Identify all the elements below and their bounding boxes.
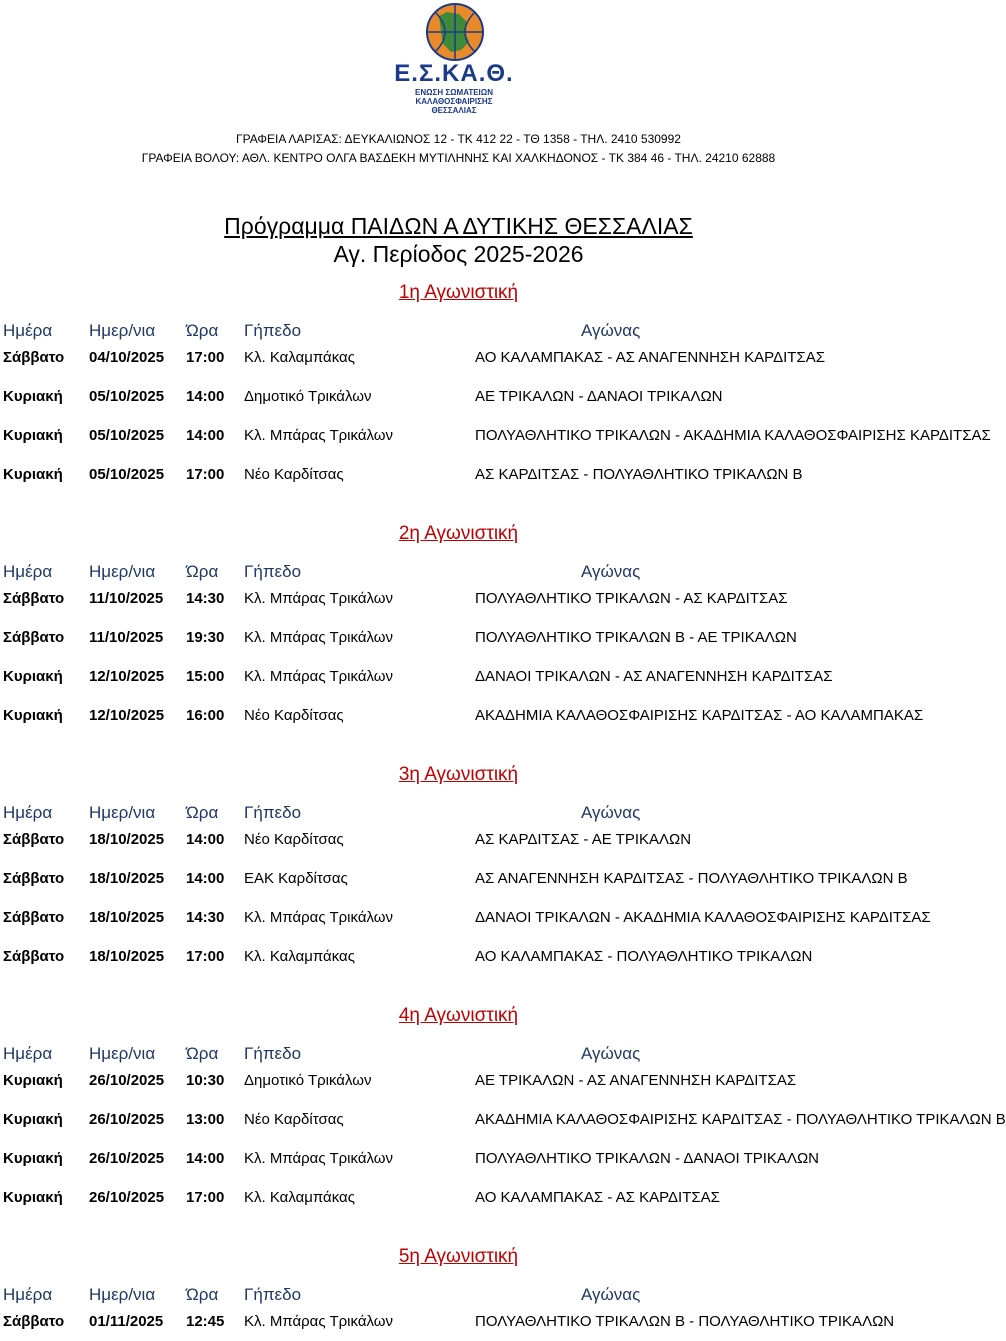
column-header-date: Ημερ/νια — [89, 562, 156, 581]
cell-venue: Κλ. Μπάρας Τρικάλων — [244, 427, 393, 444]
cell-match: ΑΕ ΤΡΙΚΑΛΩΝ - ΔΑΝΑΟΙ ΤΡΙΚΑΛΩΝ — [475, 388, 723, 405]
cell-match: ΠΟΛΥΑΘΛΗΤΙΚΟ ΤΡΙΚΑΛΩΝ - ΔΑΝΑΟΙ ΤΡΙΚΑΛΩΝ — [475, 1150, 820, 1167]
cell-date: 18/10/2025 — [89, 870, 165, 887]
cell-time: 14:00 — [186, 1150, 225, 1167]
column-header-day: Ημέρα — [3, 562, 53, 581]
cell-date: 04/10/2025 — [89, 349, 165, 366]
cell-match: ΠΟΛΥΑΘΛΗΤΙΚΟ ΤΡΙΚΑΛΩΝ - ΑΣ ΚΑΡΔΙΤΣΑΣ — [475, 590, 788, 607]
cell-match: ΑΣ ΑΝΑΓΕΝΝΗΣΗ ΚΑΡΔΙΤΣΑΣ - ΠΟΛΥΑΘΛΗΤΙΚΟ ΤΡΙΚΑΛΩΝ Β — [475, 870, 908, 887]
cell-date: 05/10/2025 — [89, 388, 165, 405]
eskath-logo — [390, 0, 530, 122]
logo-subtitle-line-1: ΕΝΩΣΗ ΣΩΜΑΤΕΙΩΝ — [415, 88, 493, 97]
cell-time: 13:00 — [186, 1111, 225, 1128]
round-title: 5η Αγωνιστική — [398, 1246, 519, 1267]
cell-time: 14:30 — [186, 909, 225, 926]
cell-venue: Δημοτικό Τρικάλων — [244, 1072, 372, 1089]
cell-date: 18/10/2025 — [89, 831, 165, 848]
column-header-venue: Γήπεδο — [244, 803, 302, 822]
cell-time: 14:00 — [186, 870, 225, 887]
cell-venue: Νέο Καρδίτσας — [244, 466, 344, 483]
cell-match: ΑΚΑΔΗΜΙΑ ΚΑΛΑΘΟΣΦΑΙΡΙΣΗΣ ΚΑΡΔΙΤΣΑΣ - ΠΟΛΥΑΘΛΗΤΙΚΟ ΤΡΙΚΑΛΩΝ Β — [475, 1111, 1006, 1128]
column-header-time: Ώρα — [186, 1285, 219, 1304]
cell-match: ΔΑΝΑΟΙ ΤΡΙΚΑΛΩΝ - ΑΚΑΔΗΜΙΑ ΚΑΛΑΘΟΣΦΑΙΡΙΣΗΣ ΚΑΡΔΙΤΣΑΣ — [475, 909, 931, 926]
column-header-match: Αγώνας — [581, 1285, 641, 1304]
basketball-logo-icon — [425, 2, 485, 62]
cell-day: Σάββατο — [3, 1313, 65, 1330]
column-header-match: Αγώνας — [581, 562, 641, 581]
column-header-day: Ημέρα — [3, 1285, 53, 1304]
column-header-date: Ημερ/νια — [89, 1044, 156, 1063]
cell-day: Κυριακή — [3, 668, 63, 685]
address-volos: ΓΡΑΦΕΙΑ ΒΟΛΟΥ: ΑΘΛ. ΚΕΝΤΡΟ ΟΛΓΑ ΒΑΣΔΕΚΗ ΜΥΤΙΛΗΝΗΣ ΚΑΙ ΧΑΛΚΗΔΟΝΟΣ - ΤΚ 384 46 - ΤΗΛ. 24210 62888 — [141, 151, 776, 165]
column-header-time: Ώρα — [186, 562, 219, 581]
cell-time: 17:00 — [186, 1189, 225, 1206]
cell-venue: Κλ. Μπάρας Τρικάλων — [244, 590, 393, 607]
cell-match: ΠΟΛΥΑΘΛΗΤΙΚΟ ΤΡΙΚΑΛΩΝ Β - ΑΕ ΤΡΙΚΑΛΩΝ — [475, 629, 797, 646]
cell-match: ΑΟ ΚΑΛΑΜΠΑΚΑΣ - ΠΟΛΥΑΘΛΗΤΙΚΟ ΤΡΙΚΑΛΩΝ — [475, 948, 813, 965]
column-header-time: Ώρα — [186, 803, 219, 822]
cell-time: 19:30 — [186, 629, 225, 646]
column-header-date: Ημερ/νια — [89, 321, 156, 340]
cell-day: Σάββατο — [3, 870, 65, 887]
column-header-venue: Γήπεδο — [244, 562, 302, 581]
cell-venue: Κλ. Μπάρας Τρικάλων — [244, 909, 393, 926]
cell-date: 11/10/2025 — [89, 590, 164, 607]
cell-match: ΑΟ ΚΑΛΑΜΠΑΚΑΣ - ΑΣ ΚΑΡΔΙΤΣΑΣ — [475, 1189, 720, 1206]
cell-venue: Κλ. Καλαμπάκας — [244, 349, 355, 366]
cell-date: 01/11/2025 — [89, 1313, 164, 1330]
cell-day: Κυριακή — [3, 707, 63, 724]
round-title: 1η Αγωνιστική — [398, 282, 519, 303]
cell-time: 14:30 — [186, 590, 225, 607]
round-title: 2η Αγωνιστική — [398, 523, 519, 544]
document-header — [0, 0, 917, 170]
cell-date: 18/10/2025 — [89, 909, 165, 926]
column-header-match: Αγώνας — [581, 1044, 641, 1063]
cell-venue: Κλ. Μπάρας Τρικάλων — [244, 1150, 393, 1167]
cell-day: Κυριακή — [3, 1150, 63, 1167]
cell-time: 16:00 — [186, 707, 225, 724]
cell-venue: Κλ. Μπάρας Τρικάλων — [244, 1313, 393, 1330]
cell-day: Σάββατο — [3, 349, 65, 366]
cell-venue: Νέο Καρδίτσας — [244, 1111, 344, 1128]
address-larisa: ΓΡΑΦΕΙΑ ΛΑΡΙΣΑΣ: ΔΕΥΚΑΛΙΩΝΟΣ 12 - ΤΚ 412 22 - ΤΘ 1358 - ΤΗΛ. 2410 530992 — [236, 132, 681, 146]
cell-venue: Νέο Καρδίτσας — [244, 831, 344, 848]
cell-day: Κυριακή — [3, 1111, 63, 1128]
cell-time: 17:00 — [186, 948, 225, 965]
cell-match: ΠΟΛΥΑΘΛΗΤΙΚΟ ΤΡΙΚΑΛΩΝ Β - ΠΟΛΥΑΘΛΗΤΙΚΟ ΤΡΙΚΑΛΩΝ — [475, 1313, 895, 1330]
column-header-time: Ώρα — [186, 321, 219, 340]
column-header-match: Αγώνας — [581, 321, 641, 340]
cell-match: ΑΣ ΚΑΡΔΙΤΣΑΣ - ΑΕ ΤΡΙΚΑΛΩΝ — [475, 831, 692, 848]
cell-date: 26/10/2025 — [89, 1189, 165, 1206]
cell-venue: Κλ. Καλαμπάκας — [244, 1189, 355, 1206]
cell-time: 17:00 — [186, 466, 225, 483]
logo-subtitle-line-3: ΘΕΣΣΑΛΙΑΣ — [431, 106, 477, 115]
round-title: 3η Αγωνιστική — [398, 764, 519, 785]
column-header-day: Ημέρα — [3, 321, 53, 340]
cell-day: Κυριακή — [3, 1072, 63, 1089]
cell-match: ΑΕ ΤΡΙΚΑΛΩΝ - ΑΣ ΑΝΑΓΕΝΝΗΣΗ ΚΑΡΔΙΤΣΑΣ — [475, 1072, 797, 1089]
cell-date: 26/10/2025 — [89, 1150, 165, 1167]
cell-date: 05/10/2025 — [89, 466, 165, 483]
cell-day: Κυριακή — [3, 388, 63, 405]
cell-date: 12/10/2025 — [89, 668, 165, 685]
column-header-venue: Γήπεδο — [244, 1044, 302, 1063]
cell-date: 11/10/2025 — [89, 629, 164, 646]
column-header-venue: Γήπεδο — [244, 321, 302, 340]
column-header-match: Αγώνας — [581, 803, 641, 822]
cell-time: 15:00 — [186, 668, 225, 685]
column-header-day: Ημέρα — [3, 803, 53, 822]
cell-day: Σάββατο — [3, 909, 65, 926]
cell-time: 14:00 — [186, 831, 225, 848]
cell-date: 26/10/2025 — [89, 1072, 165, 1089]
cell-venue: Δημοτικό Τρικάλων — [244, 388, 372, 405]
cell-venue: Κλ. Μπάρας Τρικάλων — [244, 629, 393, 646]
cell-time: 10:30 — [186, 1072, 225, 1089]
cell-day: Κυριακή — [3, 1189, 63, 1206]
cell-match: ΑΣ ΚΑΡΔΙΤΣΑΣ - ΠΟΛΥΑΘΛΗΤΙΚΟ ΤΡΙΚΑΛΩΝ Β — [475, 466, 803, 483]
cell-day: Σάββατο — [3, 590, 65, 607]
column-header-date: Ημερ/νια — [89, 803, 156, 822]
page-title: Πρόγραμμα ΠΑΙΔΩΝ Α ΔΥΤΙΚΗΣ ΘΕΣΣΑΛΙΑΣ — [224, 213, 693, 239]
cell-time: 14:00 — [186, 427, 225, 444]
cell-venue: Νέο Καρδίτσας — [244, 707, 344, 724]
cell-date: 12/10/2025 — [89, 707, 165, 724]
cell-day: Σάββατο — [3, 831, 65, 848]
cell-match: ΠΟΛΥΑΘΛΗΤΙΚΟ ΤΡΙΚΑΛΩΝ - ΑΚΑΔΗΜΙΑ ΚΑΛΑΘΟΣΦΑΙΡΙΣΗΣ ΚΑΡΔΙΤΣΑΣ — [475, 427, 991, 444]
column-header-date: Ημερ/νια — [89, 1285, 156, 1304]
cell-time: 17:00 — [186, 349, 225, 366]
logo-title: Ε.Σ.ΚΑ.Θ. — [394, 60, 514, 87]
column-header-day: Ημέρα — [3, 1044, 53, 1063]
cell-venue: Κλ. Καλαμπάκας — [244, 948, 355, 965]
cell-day: Κυριακή — [3, 427, 63, 444]
cell-match: ΔΑΝΑΟΙ ΤΡΙΚΑΛΩΝ - ΑΣ ΑΝΑΓΕΝΝΗΣΗ ΚΑΡΔΙΤΣΑΣ — [475, 668, 833, 685]
cell-match: ΑΟ ΚΑΛΑΜΠΑΚΑΣ - ΑΣ ΑΝΑΓΕΝΝΗΣΗ ΚΑΡΔΙΤΣΑΣ — [475, 349, 825, 366]
cell-date: 26/10/2025 — [89, 1111, 165, 1128]
round-title: 4η Αγωνιστική — [398, 1005, 519, 1026]
logo-subtitle-line-2: ΚΑΛΑΘΟΣΦΑΙΡΙΣΗΣ — [415, 97, 493, 106]
cell-date: 18/10/2025 — [89, 948, 165, 965]
column-header-time: Ώρα — [186, 1044, 219, 1063]
season-subtitle: Αγ. Περίοδος 2025-2026 — [333, 241, 584, 267]
cell-day: Κυριακή — [3, 466, 63, 483]
cell-day: Σάββατο — [3, 948, 65, 965]
column-header-venue: Γήπεδο — [244, 1285, 302, 1304]
cell-date: 05/10/2025 — [89, 427, 165, 444]
cell-time: 12:45 — [186, 1313, 225, 1330]
cell-match: ΑΚΑΔΗΜΙΑ ΚΑΛΑΘΟΣΦΑΙΡΙΣΗΣ ΚΑΡΔΙΤΣΑΣ - ΑΟ ΚΑΛΑΜΠΑΚΑΣ — [475, 707, 924, 724]
title-block — [0, 212, 917, 268]
cell-day: Σάββατο — [3, 629, 65, 646]
cell-time: 14:00 — [186, 388, 225, 405]
cell-venue: Κλ. Μπάρας Τρικάλων — [244, 668, 393, 685]
cell-venue: ΕΑΚ Καρδίτσας — [244, 870, 348, 887]
